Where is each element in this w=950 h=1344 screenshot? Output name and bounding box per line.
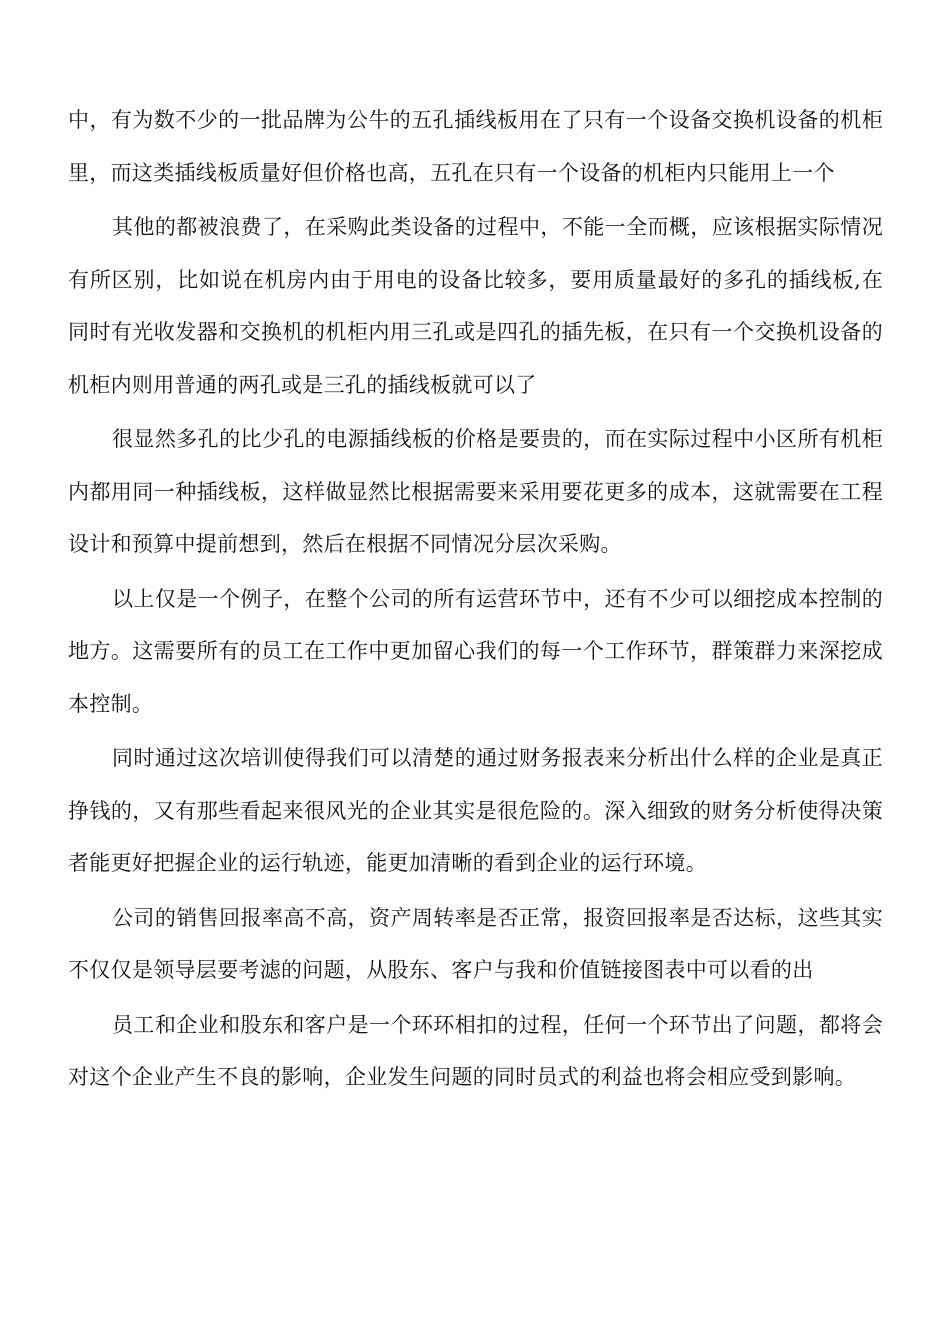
paragraph-1: 中，有为数不少的一批品牌为公牛的五孔插线板用在了只有一个设备交换机设备的机柜里，而这类插线板质量好但价格也高，五孔在只有一个设备的机柜内只能用上一个 (68, 108, 883, 185)
paragraph-4: 以上仅是一个例子，在整个公司的所有运营环节中，还有不少可以细挖成本控制的地方。这需要所有的员工在工作中更加留心我们的每一个工作环节，群策群力来深挖成本控制。 (68, 586, 883, 716)
paragraph-5: 同时通过这次培训使得我们可以清楚的通过财务报表来分析出什么样的企业是真正挣钱的，又有那些看起来很风光的企业其实是很危险的。深入细致的财务分析使得决策者能更好把握企业的运行轨迹，能更加清晰的看到企业的运行环境。 (68, 746, 883, 875)
document-body (68, 94, 883, 1106)
paragraph-2: 其他的都被浪费了，在采购此类设备的过程中，不能一全而概，应该根据实际情况有所区别，比如说在机房内由于用电的设备比较多，要用质量最好的多孔的插线板,在同时有光收发器和交换机的机柜内用三孔或是四孔的插先板，在只有一个交换机设备的机柜内则用普通的两孔或是三孔的插线板就可以了 (68, 215, 883, 397)
paragraph-3: 很显然多孔的比少孔的电源插线板的价格是要贵的，而在实际过程中小区所有机柜内都用同一种插线板，这样做显然比根据需要来采用要花更多的成本，这就需要在工程设计和预算中提前想到，然后在根据不同情况分层次采购。 (68, 427, 883, 556)
paragraph-7: 员工和企业和股东和客户是一个环环相扣的过程，任何一个环节出了问题，都将会对这个企业产生不良的影响，企业发生问题的同时员式的利益也将会相应受到影响。 (68, 1012, 883, 1089)
paragraph-6: 公司的销售回报率高不高，资产周转率是否正常，报资回报率是否达标，这些其实不仅仅是领导层要考滤的问题，从股东、客户与我和价值链接图表中可以看的出 (68, 905, 883, 982)
